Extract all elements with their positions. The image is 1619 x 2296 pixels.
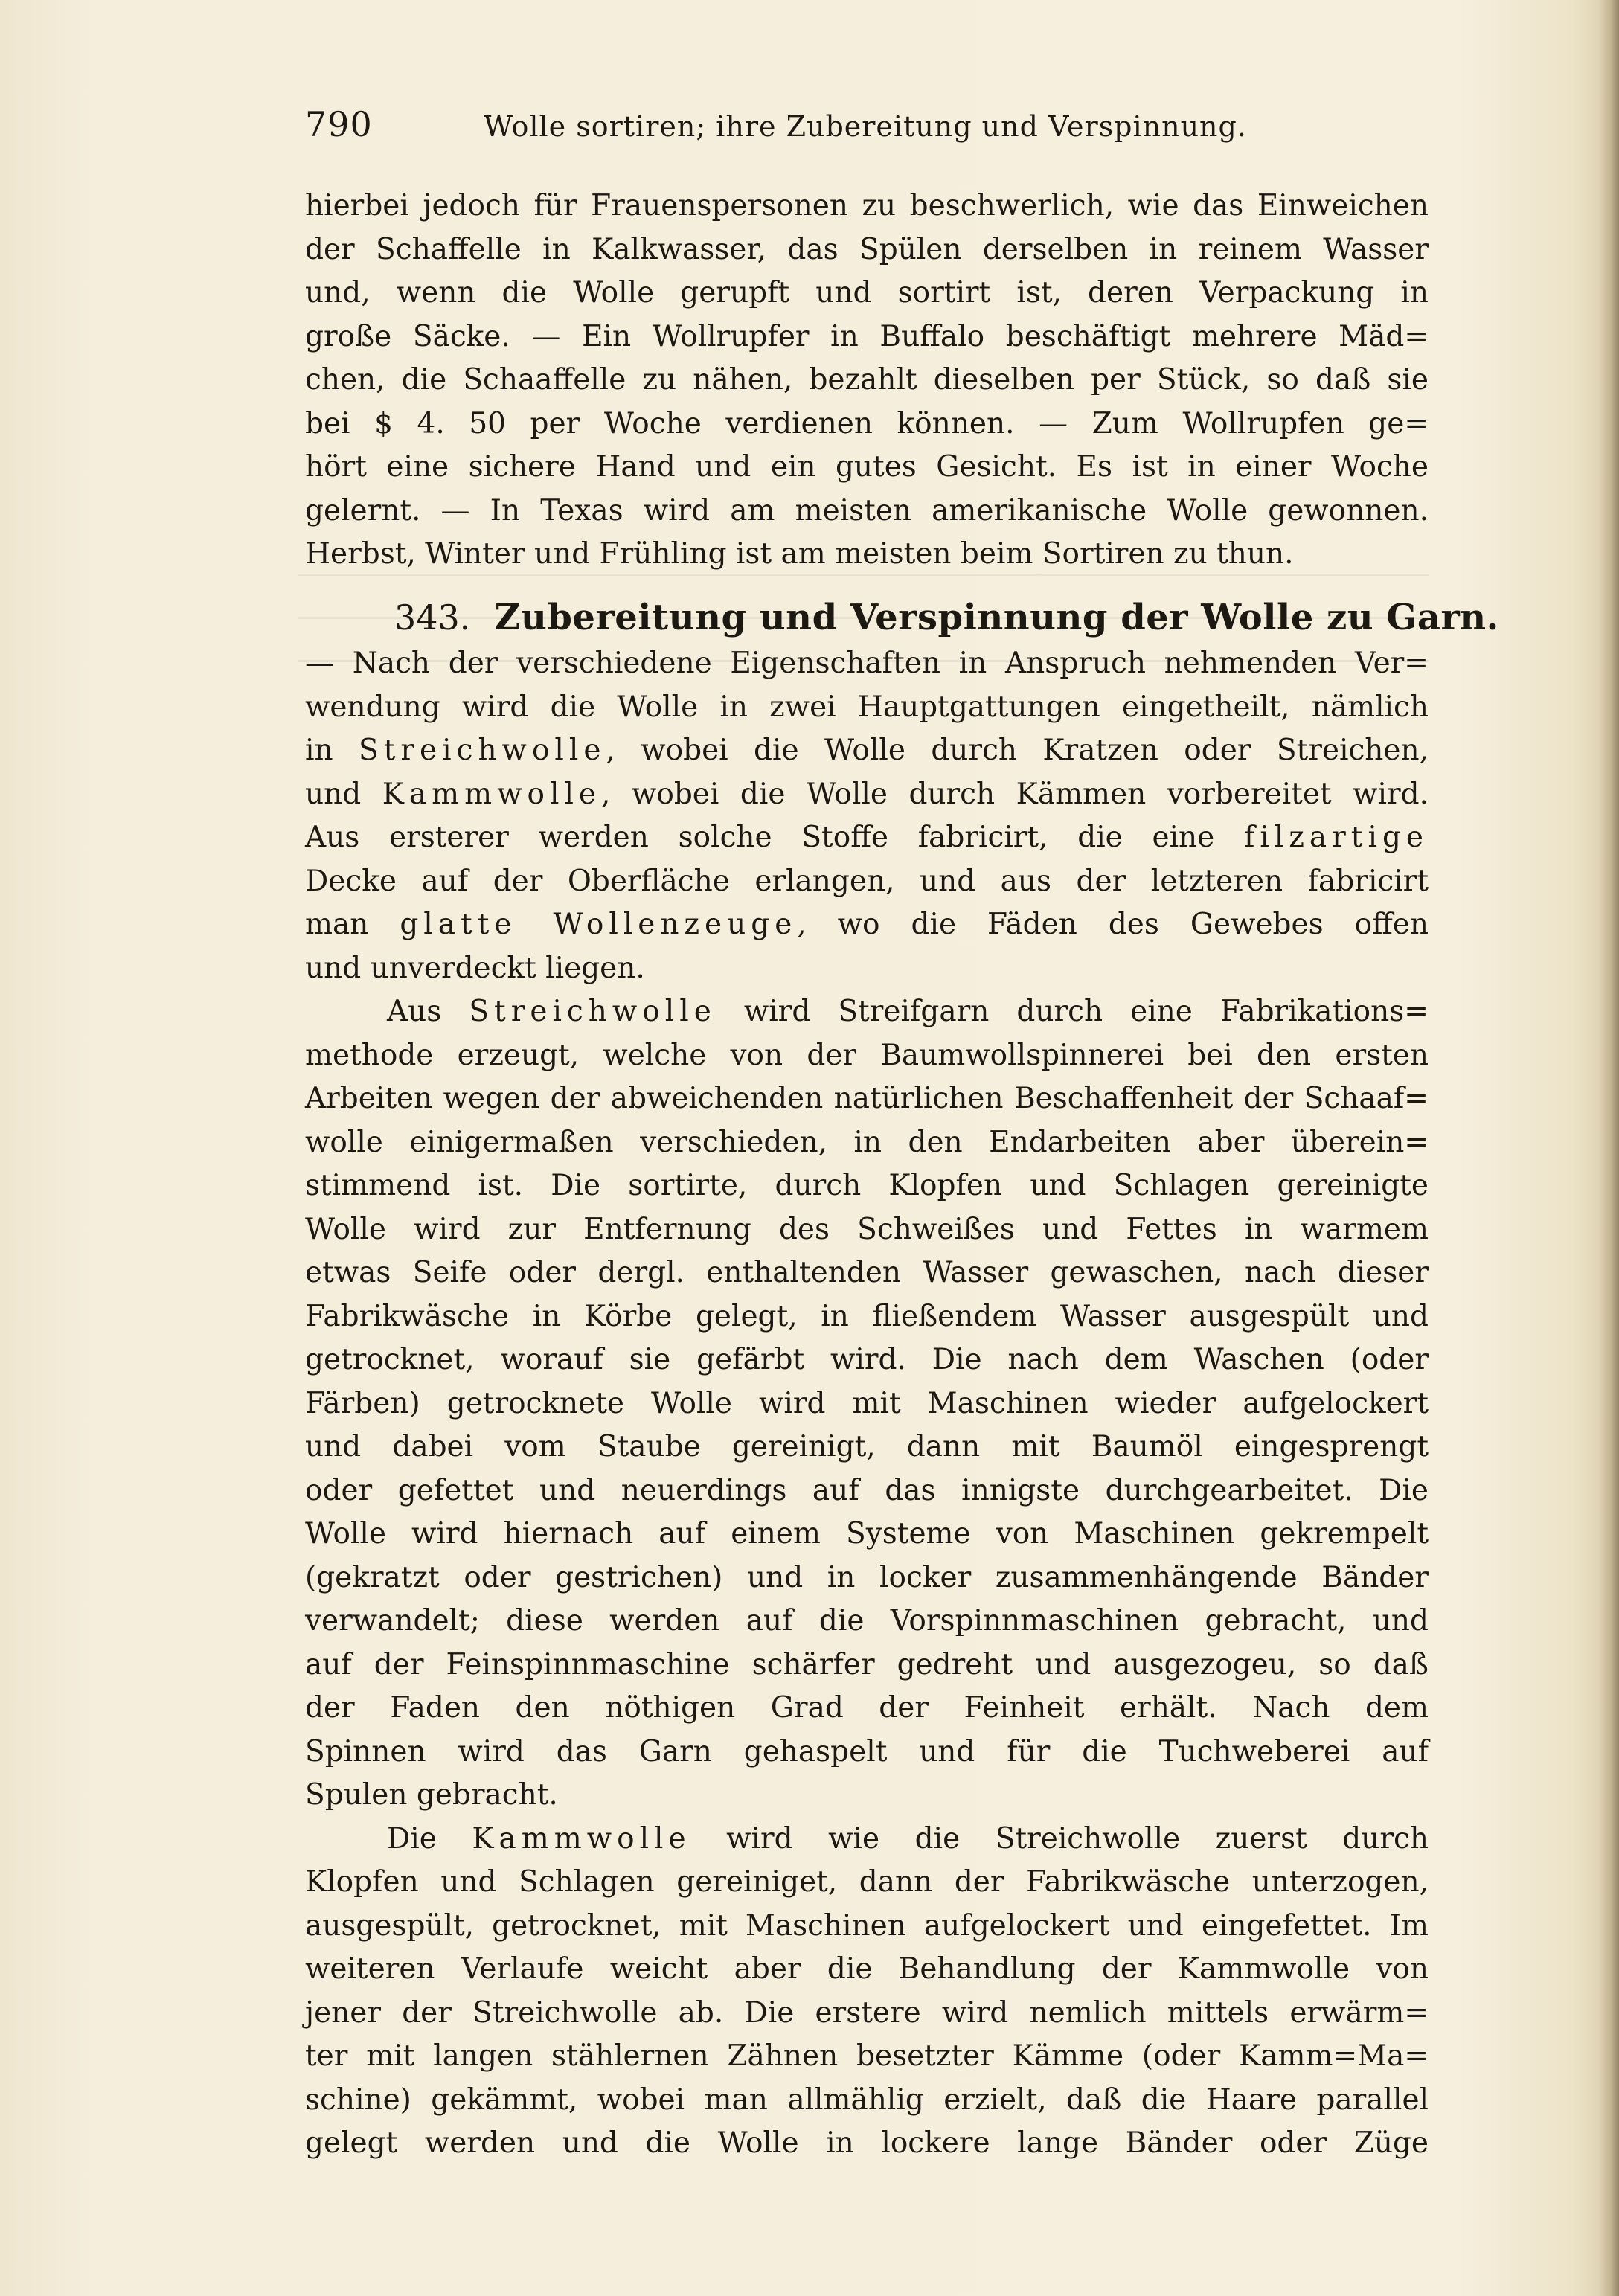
text-span: wird wie die Streichwolle zuerst durch [726,1821,1429,1856]
paragraph-3 [305,990,1429,1818]
text-line: und dabei vom Staube gereinigt, dann mit Baumöl eingesprengt [305,1430,1429,1463]
text-span: man [305,908,369,941]
emphasis-term: filzartige [1243,821,1429,854]
text-line: und unverdeckt liegen. [305,951,645,985]
text-line: wolle einigermaßen verschieden, in den Endarbeiten aber überein= [305,1125,1429,1159]
text-line: schine) gekämmt, wobei man allmählig erzielt, daß die Haare parallel [305,2082,1429,2117]
text-line: Wolle wird zur Entfernung des Schweißes und Fettes in warmem [305,1212,1429,1246]
text-line: verwandelt; diese werden auf die Vorspinnmaschinen gebracht, und [305,1604,1429,1638]
text-line: gelernt. — In Texas wird am meisten amerikanische Wolle gewonnen. [305,493,1429,527]
text-line: jener der Streichwolle ab. Die erstere wird nemlich mittels erwärm= [305,1995,1429,2030]
text-line [305,729,1429,773]
text-line: methode erzeugt, welche von der Baumwollspinnerei bei den ersten [305,1038,1429,1072]
text-line: ter mit langen stählernen Zähnen besetzter Kämme (oder Kamm=Ma= [305,2039,1429,2073]
text-line: hierbei jedoch für Frauenspersonen zu beschwerlich, wie das Einweichen [305,189,1429,222]
text-span: wird Streifgarn durch eine Fabrikations= [743,995,1429,1028]
text-line [305,990,1429,1034]
page-number: 790 [305,104,373,144]
running-head: Wolle sortiren; ihre Zubereitung und Verspinnung. [484,110,1247,143]
text-line: Klopfen und Schlagen gereiniget, dann der Fabrikwäsche unterzogen, [305,1865,1429,1899]
text-line: ausgespült, getrocknet, mit Maschinen aufgelockert und eingefettet. Im [305,1908,1429,1943]
text-line: Decke auf der Oberfläche erlangen, und aus der letzteren fabricirt [305,864,1429,898]
page-header [305,104,1429,171]
emphasis-term: Kammwolle [472,1821,691,1856]
text-line: etwas Seife oder dergl. enthaltenden Wasser gewaschen, nach dieser [305,1256,1429,1289]
text-span: Aus ersterer werden solche Stoffe fabricirt, die eine [305,821,1215,854]
text-line [305,816,1429,860]
text-span: und [305,777,362,811]
text-line: weiteren Verlaufe weicht aber die Behandlung der Kammwolle von [305,1952,1429,1986]
heading-line [305,596,1499,643]
paragraph-1 [305,185,1429,577]
text-line: chen, die Schaaffelle zu nähen, bezahlt dieselben per Stück, so daß sie [305,363,1429,397]
text-line: der Schaffelle in Kalkwasser, das Spülen derselben in reinem Wasser [305,232,1429,266]
text-line: Wolle wird hiernach auf einem Systeme von Maschinen gekrempelt [305,1517,1429,1551]
section-title: Zubereitung und Verspinnung der Wolle zu Garn. [494,596,1499,638]
text-span: , wo die Fäden des Gewebes offen [797,908,1429,941]
text-line: der Faden den nöthigen Grad der Feinheit erhält. Nach dem [305,1691,1429,1725]
text-span: Die [387,1821,437,1856]
text-span: in [305,734,333,767]
text-line: auf der Feinspinnmaschine schärfer gedreht und ausgezogeu, so daß [305,1647,1429,1681]
text-span: , wobei die Wolle durch Kämmen vorbereitet wird. [601,777,1429,811]
text-block [305,104,1499,2166]
text-line: Spulen gebracht. [305,1778,558,1812]
section-number: 343. [394,597,471,638]
text-line [305,773,1429,817]
text-line: große Säcke. — Ein Wollrupfer in Buffalo beschäftigt mehrere Mäd= [305,319,1429,353]
text-line: getrocknet, worauf sie gefärbt wird. Die nach dem Waschen (oder [305,1343,1429,1376]
text-line: oder gefettet und neuerdings auf das innigste durchgearbeitet. Die [305,1473,1429,1507]
text-line [305,903,1429,947]
text-line: stimmend ist. Die sortirte, durch Klopfen und Schlagen gereinigte [305,1169,1429,1202]
text-line: Spinnen wird das Garn gehaspelt und für die Tuchweberei auf [305,1734,1429,1769]
text-line: und, wenn die Wolle gerupft und sortirt ist, deren Verpackung in [305,276,1429,310]
text-line: bei $ 4. 50 per Woche verdienen können. — Zum Wollrupfen ge= [305,406,1429,440]
text-line: Herbst, Winter und Frühling ist am meisten beim Sortiren zu thun. [305,537,1294,571]
emphasis-term: glatte Wollenzeuge [400,908,798,941]
emphasis-term: Streichwolle [469,995,716,1028]
paragraph-2 [305,642,1429,990]
text-span: Aus [387,995,442,1028]
text-line: Färben) getrocknete Wolle wird mit Maschinen wieder aufgelockert [305,1386,1429,1420]
page-edge [1598,0,1619,2296]
text-line: gelegt werden und die Wolle in lockere lange Bänder oder Züge [305,2126,1429,2160]
text-line [305,1818,1429,1862]
paragraph-4 [305,1818,1429,2166]
section-heading [305,596,1499,643]
text-line: Arbeiten wegen der abweichenden natürlichen Beschaffenheit der Schaaf= [305,1082,1429,1115]
text-line: — Nach der verschiedene Eigenschaften in Anspruch nehmenden Ver= [305,647,1429,680]
text-line: Fabrikwäsche in Körbe gelegt, in fließendem Wasser ausgespült und [305,1299,1429,1333]
text-line: wendung wird die Wolle in zwei Hauptgattungen eingetheilt, nämlich [305,690,1429,724]
text-line: (gekratzt oder gestrichen) und in locker zusammenhängende Bänder [305,1560,1429,1594]
emphasis-term: Streichwolle [359,734,606,767]
text-span: , wobei die Wolle durch Kratzen oder Streichen, [606,734,1429,767]
emphasis-term: Kammwolle [382,777,602,811]
text-line: hört eine sichere Hand und ein gutes Gesicht. Es ist in einer Woche [305,450,1429,484]
